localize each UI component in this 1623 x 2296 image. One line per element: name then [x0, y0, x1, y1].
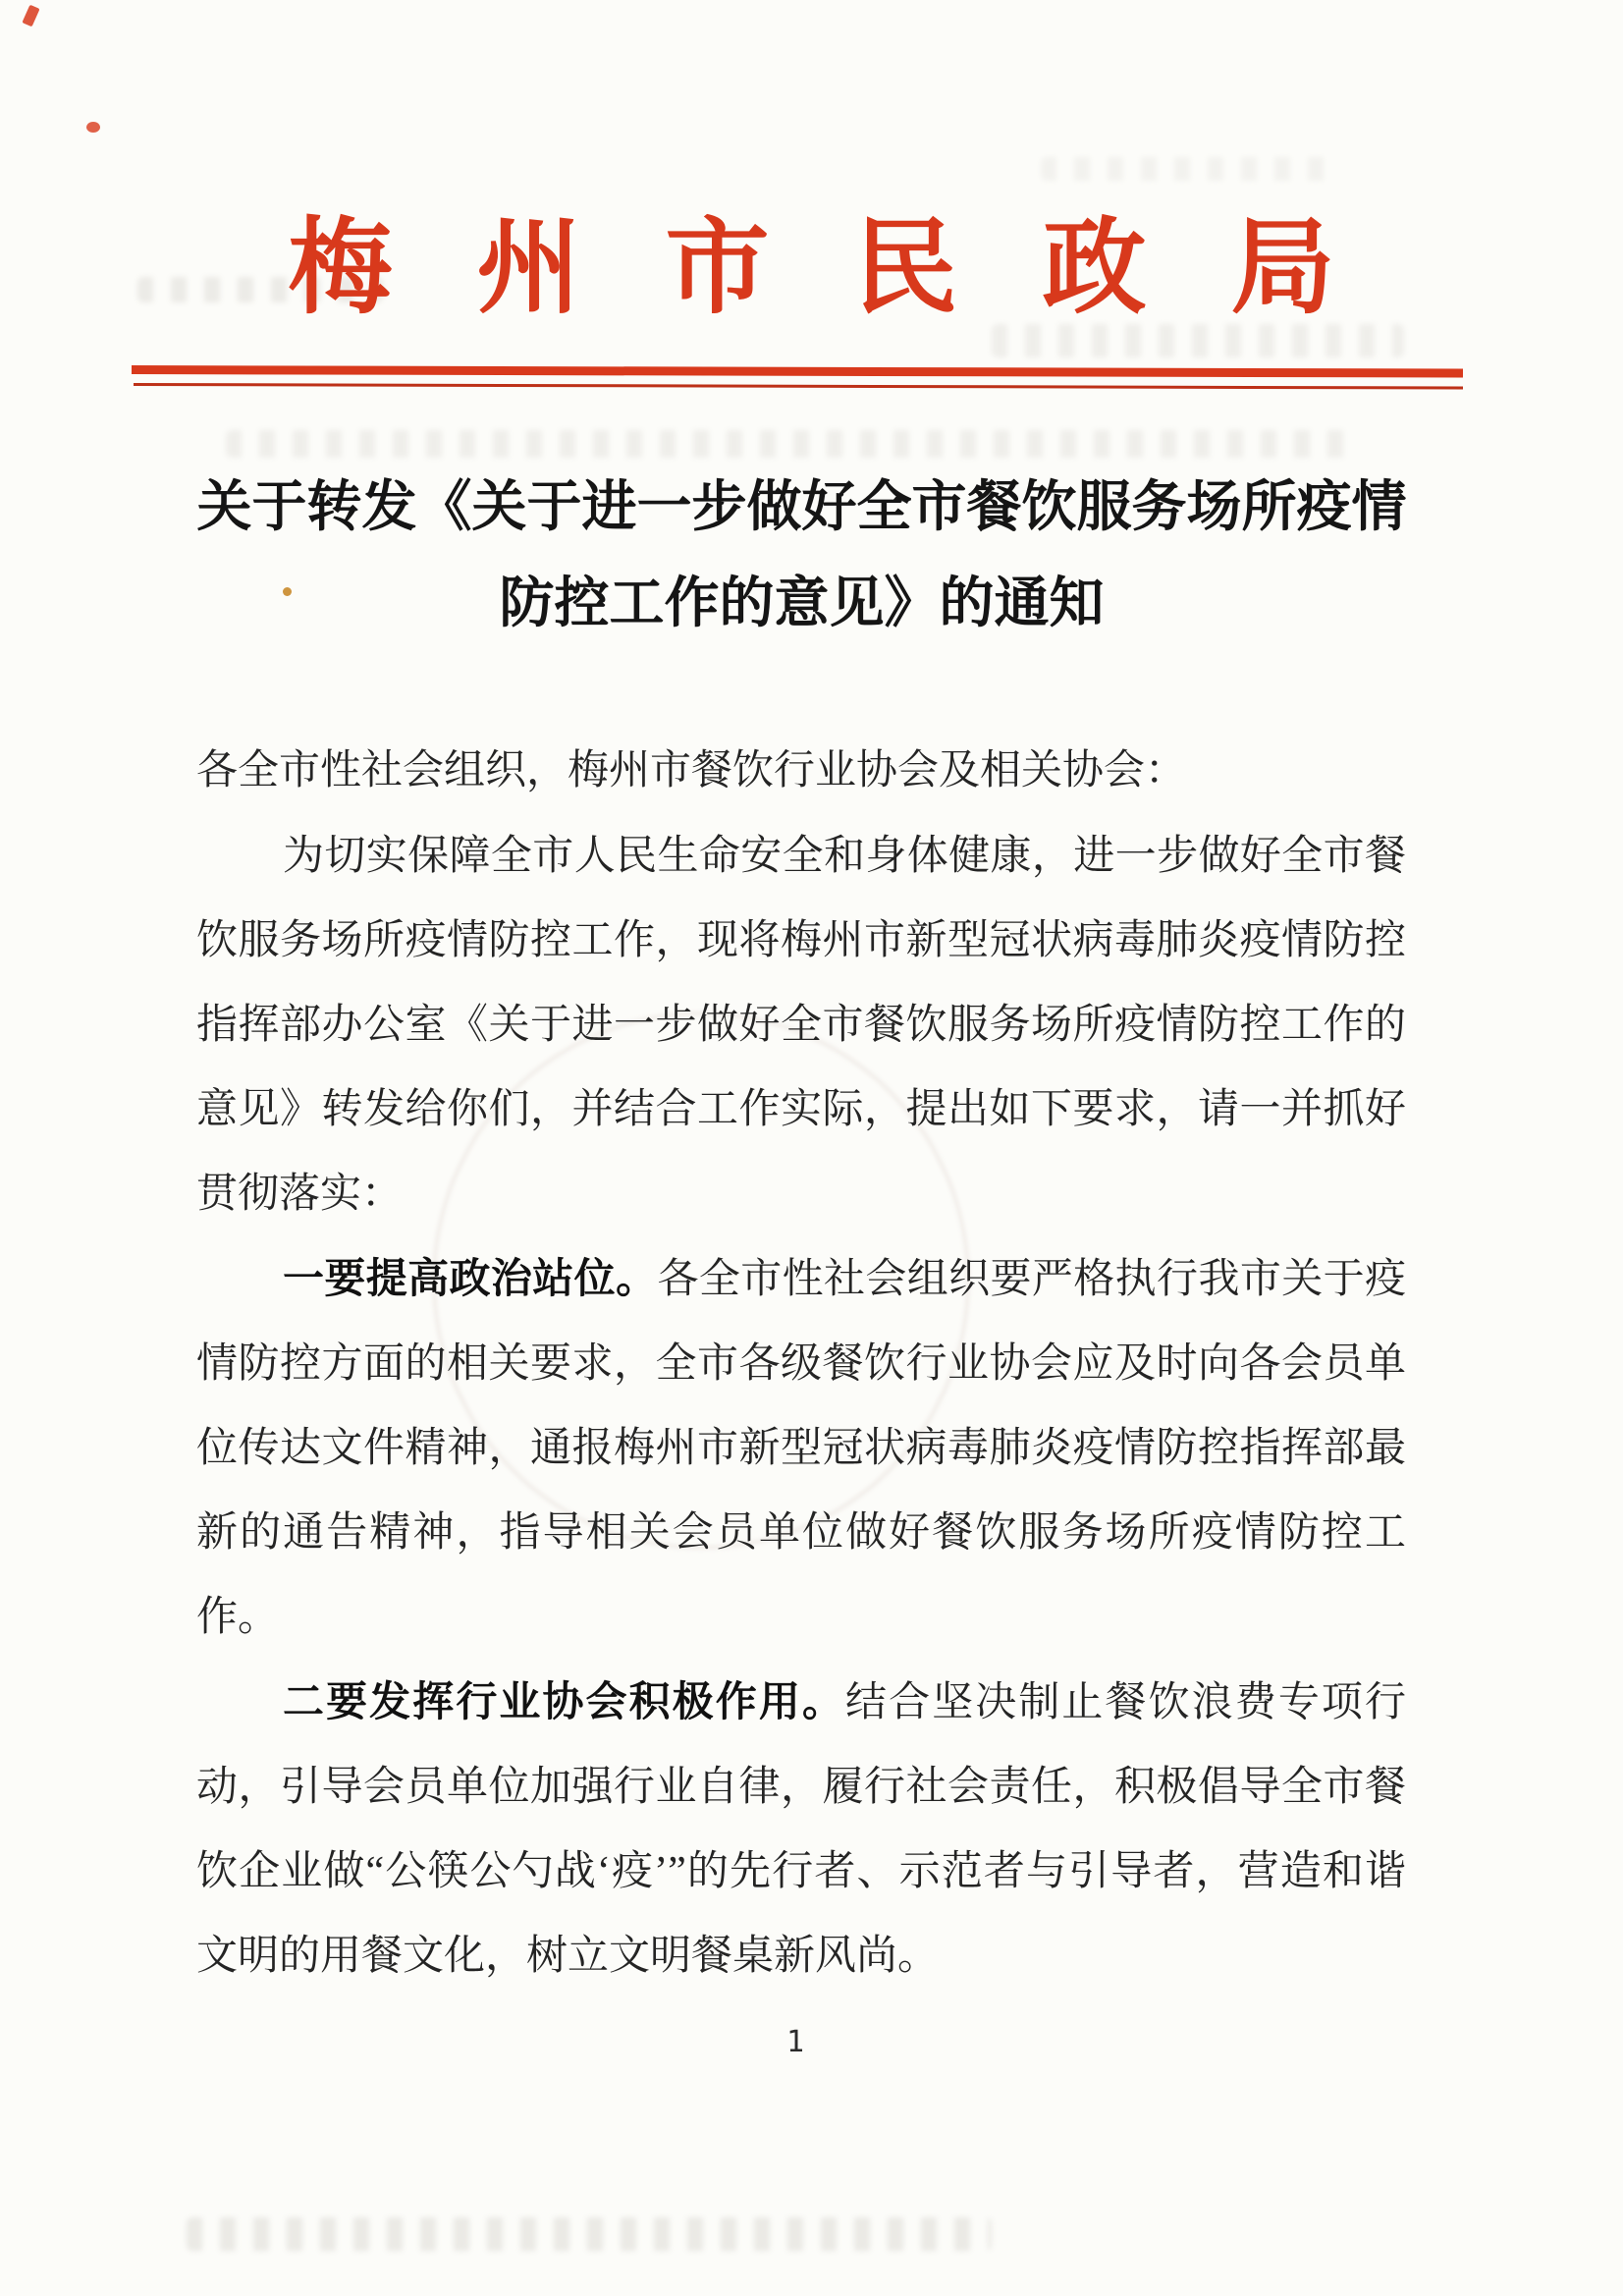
scan-bleedthrough-smudge [992, 324, 1404, 357]
letterhead-rule-thin [134, 383, 1463, 390]
document-body [196, 729, 1406, 1998]
scan-bleedthrough-smudge [1041, 157, 1335, 181]
paragraph-1-text: 为切实保障全市人民生命安全和身体健康，进一步做好全市餐饮服务场所疫情防控工作，现将梅州市新型冠状病毒肺炎疫情防控指挥部办公室《关于进一步做好全市餐饮服务场所疫情防控工作的意见》转发给你们，并结合工作实际，提出如下要求，请一并抓好贯彻落实： [196, 834, 1406, 1217]
page-number: 1 [785, 2025, 805, 2059]
document-title-line2: 防控工作的意见》的通知 [499, 574, 1105, 634]
paragraph-3-lead: 二要发挥行业协会积极作用。 [283, 1678, 846, 1724]
scan-bleedthrough-smudge [187, 2217, 992, 2251]
body-paragraph-3 [196, 1660, 1406, 1998]
red-ink-speck [22, 5, 39, 27]
paragraph-2-lead: 一要提高政治站位。 [283, 1255, 658, 1301]
letterhead-rule-thick [132, 365, 1463, 378]
body-paragraph-1 [196, 813, 1406, 1236]
salutation-line: 各全市性社会组织，梅州市餐饮行业协会及相关协会： [196, 748, 1187, 793]
red-ink-speck [86, 122, 100, 133]
paragraph-3-text: 结合坚决制止餐饮浪费专项行动，引导会员单位加强行业自律，履行社会责任，积极倡导全市餐饮企业做“公筷公勺战‘疫’”的先行者、示范者与引导者，营造和谐文明的用餐文化，树立文明餐桌新风尚。 [196, 1680, 1406, 1979]
scan-bleedthrough-smudge [226, 430, 1355, 458]
body-paragraph-2 [196, 1236, 1406, 1660]
letterhead-agency-name: 梅州市民政局 [288, 211, 1420, 326]
document-title [59, 460, 1544, 652]
paragraph-2-text: 各全市性社会组织要严格执行我市关于疫情防控方面的相关要求，全市各级餐饮行业协会应及时向各会员单位传达文件精神，通报梅州市新型冠状病毒肺炎疫情防控指挥部最新的通告精神，指导相关会员单位做好餐饮服务场所疫情防控工作。 [196, 1257, 1406, 1640]
document-title-line1: 关于转发《关于进一步做好全市餐饮服务场所疫情 [196, 477, 1407, 538]
